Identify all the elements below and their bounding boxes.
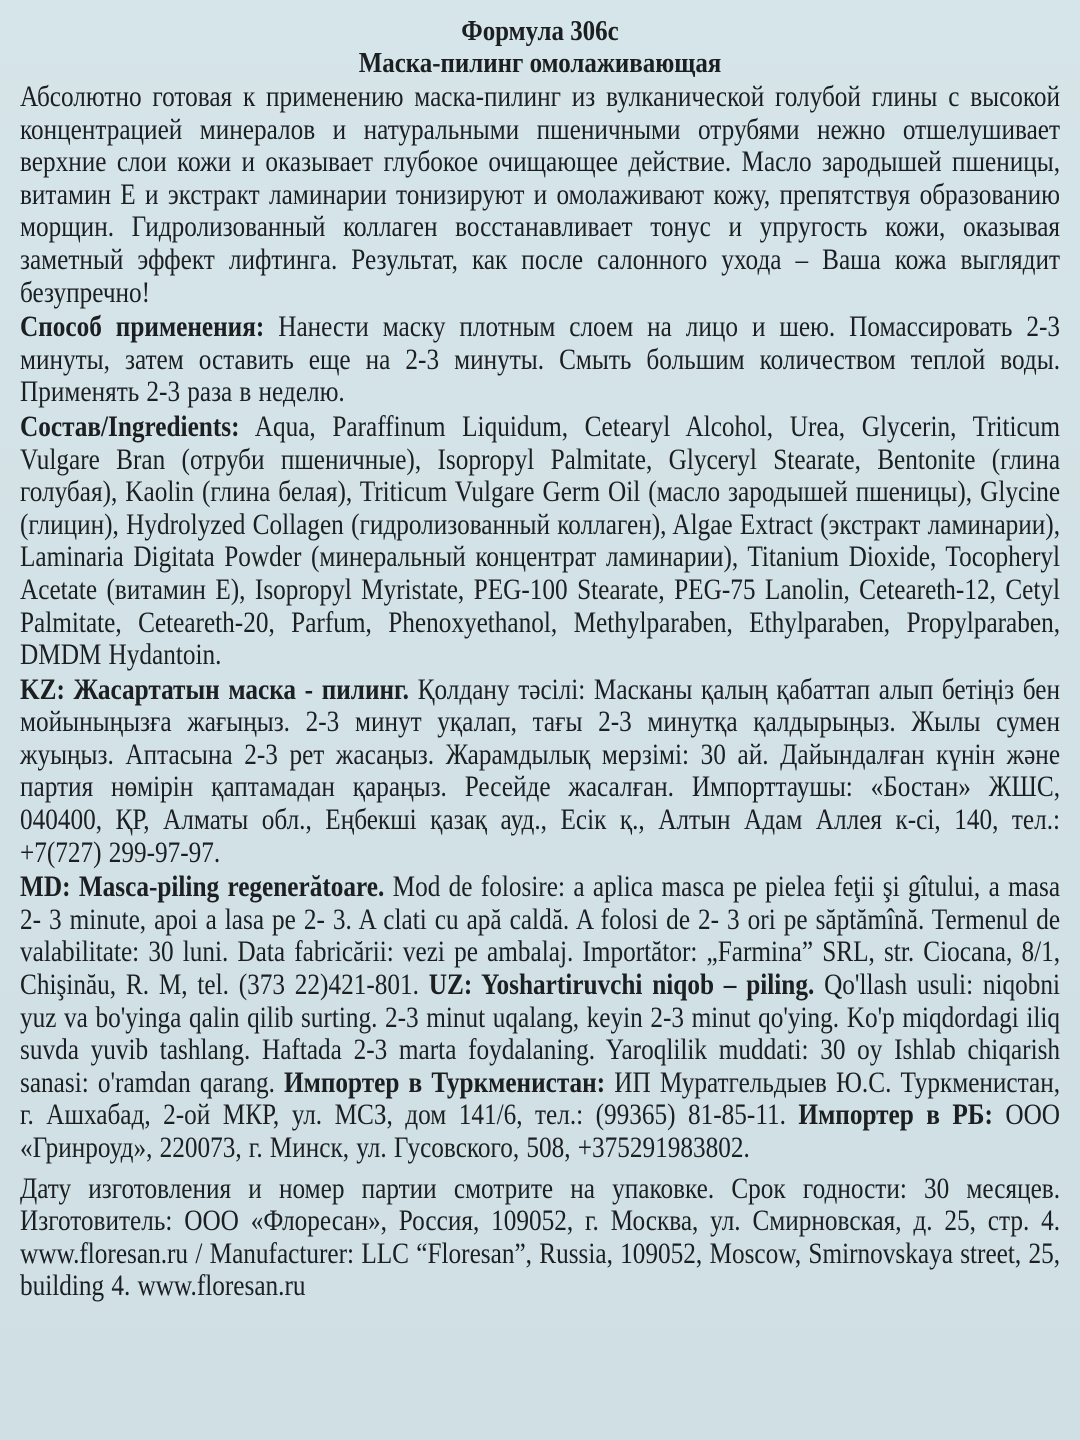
ingredients-paragraph xyxy=(20,411,1060,672)
tm-importer-label: Импортер в Туркменистан: xyxy=(284,1066,606,1099)
ingredients-text: Aqua, Paraffinum Liquidum, Cetearyl Alcohol, Urea, Glycerin, Triticum Vulgare Bran (отруби пшеничные), Isopropyl Palmitate, Glyceryl Stearate, Bentonite (глина голубая), Kaolin (глина белая), Triticum Vulgare Germ Oil (масло зародышей пшеницы), Glycine (глицин), Hydrolyzed Collagen (гидролизованный коллаген), Algae Extract (экстракт ламинарии), Laminaria Digitata Powder (минеральный концентрат ламинарии), Titanium Dioxide, Tocopheryl Acetate (витамин Е), Isopropyl Myristate, PEG-100 Stearate, PEG-75 Lanolin, Ceteareth-12, Cetyl Palmitate, Ceteareth-20, Parfum, Phenoxyethanol, Methylparaben, Ethylparaben, Propylparaben, DMDM Hydantoin. xyxy=(20,410,1061,672)
tm-importer-text: ИП Муратгельдыев Ю.С. Туркменистан, г. Ашхабад, 2-ой МКР, ул. МСЗ, дом 141/6, тел.: (99365) 81-85-11. xyxy=(20,1066,1061,1132)
rb-importer-text: ООО «Гринроуд», 220073, г. Минск, ул. Гусовского, 508, +375291983802. xyxy=(20,1099,1061,1164)
rb-importer-label: Импортер в РБ: xyxy=(798,1099,993,1132)
multilang-paragraph xyxy=(20,871,1060,1164)
ingredients-label: Состав/Ingredients: xyxy=(20,410,240,443)
md-text: Mod de folosire: a aplica masca pe pielea feţii şi gîtului, a masa 2- 3 minute, apoi a lasa pe 2- 3. A clati cu apă caldă. A folosi de 2- 3 ori pe săptămînă. Termenul de valabilitate: 30 luni. Data fabricării: vezi pe ambalaj. Importător: „Farmina” SRL, str. Ciocana, 8/1, Chişinău, R. M, tel. (373 22)421-801. xyxy=(20,871,1061,1002)
product-title: Формула 306с xyxy=(461,15,619,47)
usage-paragraph xyxy=(20,311,1060,409)
product-subtitle: Маска-пилинг омолаживающая xyxy=(358,47,722,79)
uz-label: UZ: Yoshartiruvchi niqob – piling. xyxy=(428,969,815,1002)
footer-paragraph: Дату изготовления и номер партии смотрите на упаковке. Срок годности: 30 месяцев. Изготовитель: ООО «Флоресан», Россия, 109052, г. Москва, ул. Смирновская, д. 25, стр. 4. www.floresan.ru / Manufacturer: LLC “Floresan”, Russia, 109052, Moscow, Smirnovskaya street, 25, building 4. www.floresan.ru xyxy=(20,1172,1061,1303)
kz-text: Қолдану тәсілі: Масканы қалың қабаттап алып бетіңіз бен мойыныңызға жағыңыз. 2-3 минут уқалап, тағы 2-3 минутқа қалдырыңыз. Жылы сумен жуыңыз. Аптасына 2-3 рет жасаңыз. Жарамдылық мерзімі: 30 ай. Дайындалған күнін және партия нөмірін қаптамадан қараңыз. Ресейде жасалған. Импорттаушы: «Бостан» ЖШС, 040400, ҚР, Алматы обл., Еңбекші қазақ ауд., Есік қ., Алтын Адам Аллея к-сі, 140, тел.: +7(727) 299-97-97. xyxy=(20,673,1061,869)
label-body xyxy=(20,81,1060,1305)
title-block xyxy=(0,0,1080,80)
md-label: MD: Masca-piling regenerătoare. xyxy=(20,871,385,904)
usage-label: Способ применения: xyxy=(20,311,265,344)
description-paragraph: Абсолютно готовая к применению маска-пилинг из вулканической голубой глины с высокой концентрацией минералов и натуральными пшеничными отрубями нежно отшелушивает верхние слои кожи и оказывает глубокое очищающее действие. Масло зародышей пшеницы, витамин Е и экстракт ламинарии тонизируют и омолаживают кожу, препятствуя образованию морщин. Гидролизованный коллаген восстанавливает тонус и упругость кожи, оказывая заметный эффект лифтинга. Результат, как после салонного ухода – Ваша кожа выглядит безупречно! xyxy=(20,81,1061,309)
kz-paragraph xyxy=(20,674,1060,870)
kz-label: KZ: Жасартатын маска - пилинг. xyxy=(20,673,409,706)
uz-text: Qo'llash usuli: niqobni yuz va bo'yinga qalin qilib surting. 2-3 minut uqalang, keyin 2-3 minut qo'ying. Ko'p miqdordagi iliq suvda yuvib tashlang. Haftada 2-3 marta foydalaning. Yaroqlilik muddati: 30 oy Ishlab chiqarish sanasi: o'ramdan qarang. xyxy=(20,969,1061,1099)
usage-text: Нанести маску плотным слоем на лицо и шею. Помассировать 2-3 минуты, затем оставить еще на 2-3 минуты. Смыть большим количеством теплой воды. Применять 2-3 раза в неделю. xyxy=(20,311,1061,409)
